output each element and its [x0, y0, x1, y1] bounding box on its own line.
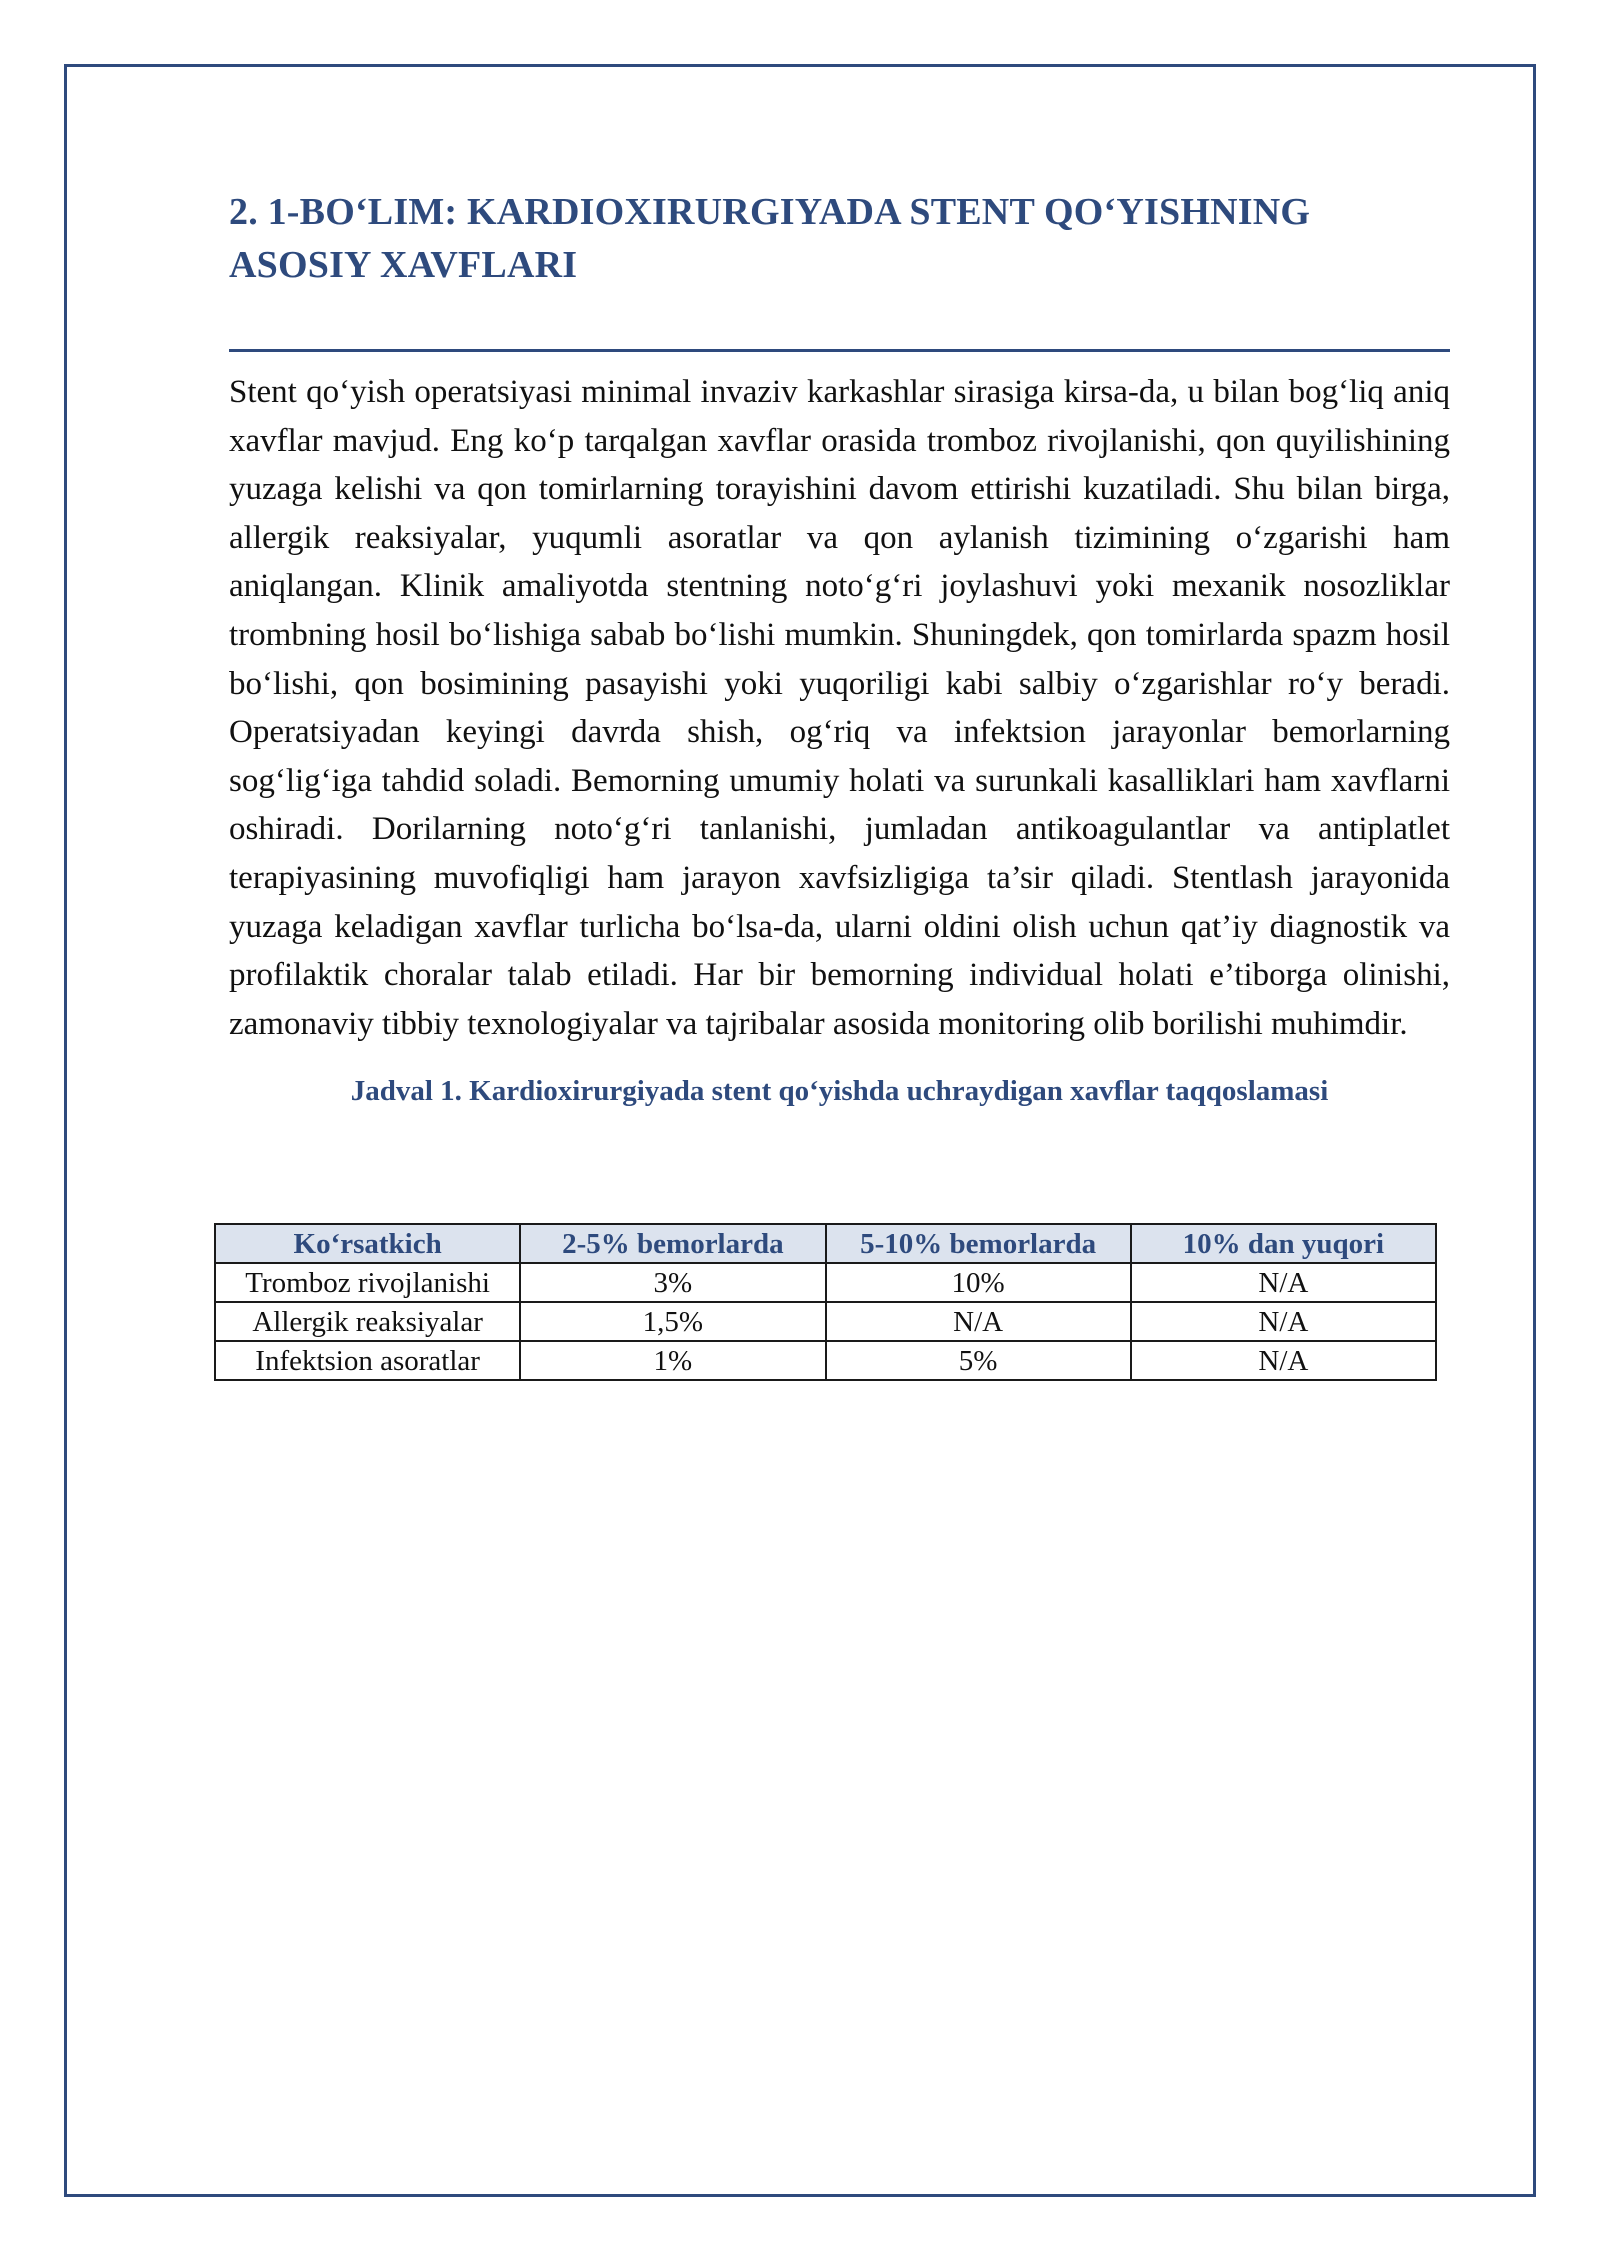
table-cell: Allergik reaksiyalar	[215, 1302, 520, 1341]
table-cell: N/A	[1131, 1302, 1436, 1341]
table-header-row	[215, 1224, 1436, 1263]
table-cell: Tromboz rivojlanishi	[215, 1263, 520, 1302]
risk-comparison-table	[214, 1223, 1437, 1381]
table-cell: 10%	[826, 1263, 1131, 1302]
body-paragraph: Stent qo‘yish operatsiyasi minimal invaziv karkashlar sirasiga kirsa-da, u bilan bog‘liq aniq xavflar mavjud. Eng ko‘p tarqalgan xavflar orasida tromboz rivojlanishi, qon quyilishining yuzaga kelishi va qon tomirlarning torayishini davom ettirishi kuzatiladi. Shu bilan birga, allergik reaksiyalar, yuqumli asoratlar va qon aylanish tizimining o‘zgarishi ham aniqlangan. Klinik amaliyotda stentning noto‘g‘ri joylashuvi yoki mexanik nosozliklar trombning hosil bo‘lishiga sabab bo‘lishi mumkin. Shuningdek, qon tomirlarda spazm hosil bo‘lishi, qon bosimining pasayishi yoki yuqoriligi kabi salbiy o‘zgarishlar ro‘y beradi. Operatsiyadan keyingi davrda shish, og‘riq va infektsion jarayonlar bemorlarning sog‘lig‘iga tahdid soladi. Bemorning umumiy holati va surunkali kasalliklari ham xavflarni oshiradi. Dorilarning noto‘g‘ri tanlanishi, jumladan antikoagulantlar va antiplatlet terapiyasining muvofiqligi ham jarayon xavfsizligiga ta’sir qiladi. Stentlash jarayonida yuzaga keladigan xavflar turlicha bo‘lsa-da, ularni oldini olish uchun qat’iy diagnostik va profilaktik choralar talab etiladi. Har bir bemorning individual holati e’tiborga olinishi, zamonaviy tibbiy texnologiyalar va tajribalar asosida monitoring olib borilishi muhimdir.	[229, 374, 1450, 1042]
table-cell: Infektsion asoratlar	[215, 1341, 520, 1380]
table-cell: N/A	[826, 1302, 1131, 1341]
table-cell: N/A	[1131, 1263, 1436, 1302]
table-cell: 1,5%	[520, 1302, 825, 1341]
title-divider	[229, 349, 1450, 352]
table-cell: 3%	[520, 1263, 825, 1302]
header-2-5-percent: 2-5% bemorlarda	[520, 1224, 825, 1263]
header-5-10-percent: 5-10% bemorlarda	[826, 1224, 1131, 1263]
table-row	[215, 1302, 1436, 1341]
header-over-10-percent: 10% dan yuqori	[1131, 1224, 1436, 1263]
table-row	[215, 1341, 1436, 1380]
table-row	[215, 1263, 1436, 1302]
table-cell: 5%	[826, 1341, 1131, 1380]
table-cell: 1%	[520, 1341, 825, 1380]
section-title: 2. 1-BO‘LIM: KARDIOXIRURGIYADA STENT QO‘YISHNING ASOSIY XAVFLARI	[229, 191, 1311, 286]
table-cell: N/A	[1131, 1341, 1436, 1380]
table-caption: Jadval 1. Kardioxirurgiyada stent qo‘yishda uchraydigan xavflar taqqoslamasi	[350, 1075, 1329, 1108]
document-body	[229, 186, 1450, 1110]
header-indicator: Ko‘rsatkich	[215, 1224, 520, 1263]
